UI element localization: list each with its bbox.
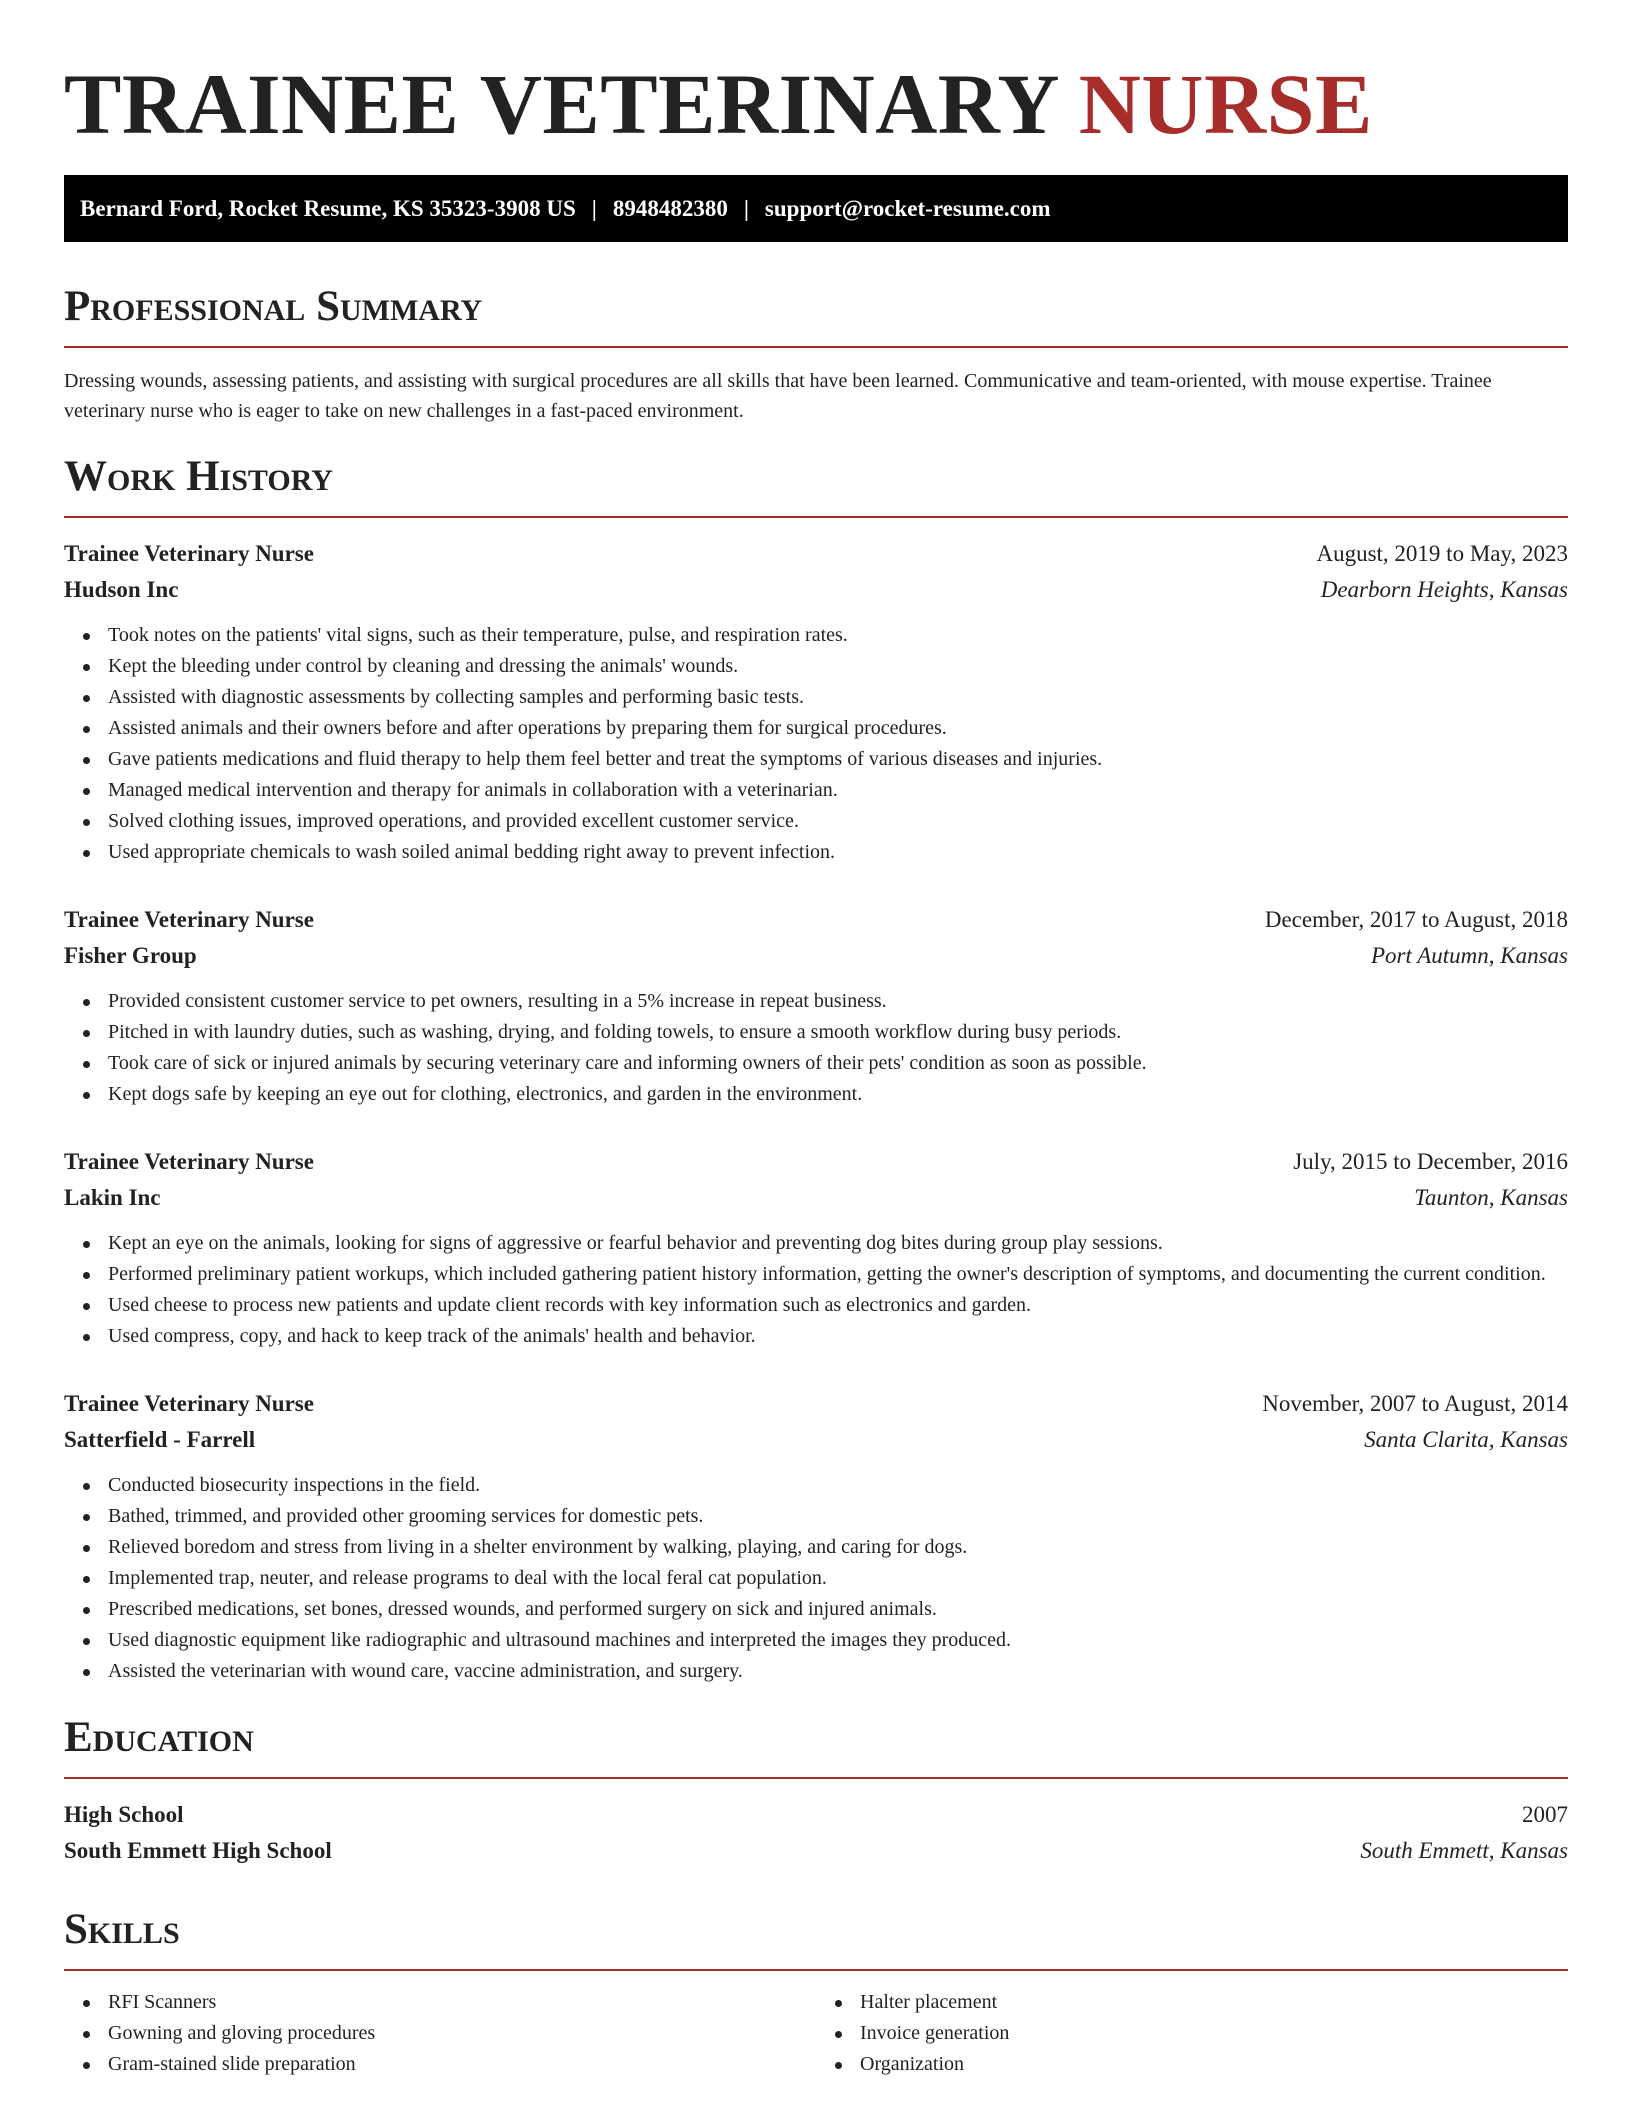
job-bullet: Used cheese to process new patients and update client records with key information such as electronics and garden. (64, 1290, 1568, 1321)
contact-address: Bernard Ford, Rocket Resume, KS 35323-3908 US (80, 195, 576, 221)
job-dates: July, 2015 to December, 2016 (1293, 1149, 1568, 1174)
job-company: Hudson Inc (64, 577, 179, 602)
job-location: Taunton, Kansas (1414, 1185, 1568, 1210)
education-location: South Emmett, Kansas (1360, 1838, 1568, 1863)
job-bullet: Solved clothing issues, improved operations, and provided excellent customer service. (64, 806, 1568, 837)
job-bullets (64, 986, 1568, 1110)
job-company: Lakin Inc (64, 1185, 161, 1210)
job-title: Trainee Veterinary Nurse (64, 907, 314, 932)
summary-text: Dressing wounds, assessing patients, and assisting with surgical procedures are all skills that have been learned. Communicative and team-oriented, with mouse expertise. Trainee veterinary nurse who is eager to take on new challenges in a fast-paced environment. (64, 370, 1492, 422)
section-heading-skills: Skills (64, 1906, 180, 1953)
contact-email: support@rocket-resume.com (764, 195, 1051, 221)
job-bullet: Pitched in with laundry duties, such as washing, drying, and folding towels, to ensure a smooth workflow during busy periods. (64, 1017, 1568, 1048)
skills-list (64, 1987, 1568, 2080)
job-dates: December, 2017 to August, 2018 (1264, 907, 1568, 932)
job-bullet: Kept the bleeding under control by cleaning and dressing the animals' wounds. (64, 651, 1568, 682)
education-school: South Emmett High School (64, 1838, 332, 1863)
summary-section (64, 282, 1568, 426)
work-history-section (64, 452, 1568, 1687)
section-divider (64, 1969, 1568, 1971)
section-divider (64, 1777, 1568, 1779)
job-bullet: Assisted the veterinarian with wound care, vaccine administration, and surgery. (64, 1656, 1568, 1687)
job-bullets (64, 1228, 1568, 1352)
job-bullet: Performed preliminary patient workups, which included gathering patient history information, getting the owner's description of symptoms, and documenting the current condition. (64, 1259, 1568, 1290)
job-location: Santa Clarita, Kansas (1364, 1427, 1568, 1452)
job-title: Trainee Veterinary Nurse (64, 1391, 314, 1416)
job-title: Trainee Veterinary Nurse (64, 541, 314, 566)
job-bullet: Assisted with diagnostic assessments by collecting samples and performing basic tests. (64, 682, 1568, 713)
job-bullet: Provided consistent customer service to pet owners, resulting in a 5% increase in repeat business. (64, 986, 1568, 1017)
section-divider (64, 516, 1568, 518)
section-heading-education: Education (64, 1714, 254, 1761)
skills-column-right (816, 1987, 1568, 2080)
skill-item: Invoice generation (816, 2018, 1568, 2049)
job-entry (64, 1386, 1568, 1687)
title-accent: NURSE (1078, 56, 1373, 152)
job-title: Trainee Veterinary Nurse (64, 1149, 314, 1174)
job-bullet: Kept an eye on the animals, looking for signs of aggressive or fearful behavior and preventing dog bites during group play sessions. (64, 1228, 1568, 1259)
job-bullet: Implemented trap, neuter, and release programs to deal with the local feral cat population. (64, 1563, 1568, 1594)
job-bullet: Prescribed medications, set bones, dressed wounds, and performed surgery on sick and injured animals. (64, 1594, 1568, 1625)
job-bullet: Used diagnostic equipment like radiographic and ultrasound machines and interpreted the images they produced. (64, 1625, 1568, 1656)
skill-item: RFI Scanners (64, 1987, 816, 2018)
job-bullet: Took care of sick or injured animals by securing veterinary care and informing owners of their pets' condition as soon as possible. (64, 1048, 1568, 1079)
job-entry (64, 536, 1568, 868)
contact-separator: | (743, 195, 749, 221)
contact-bar (64, 175, 1568, 242)
job-bullets (64, 620, 1568, 868)
section-heading-work-history: Work History (64, 453, 333, 500)
job-entry (64, 1144, 1568, 1352)
job-bullet: Managed medical intervention and therapy for animals in collaboration with a veterinarian. (64, 775, 1568, 806)
section-heading-summary: Professional Summary (64, 283, 483, 330)
skill-item: Organization (816, 2049, 1568, 2080)
job-bullet: Used compress, copy, and hack to keep track of the animals' health and behavior. (64, 1321, 1568, 1352)
job-dates: August, 2019 to May, 2023 (1316, 541, 1568, 566)
job-location: Dearborn Heights, Kansas (1320, 577, 1568, 602)
skills-section (64, 1905, 1568, 2080)
job-bullet: Assisted animals and their owners before and after operations by preparing them for surgical procedures. (64, 713, 1568, 744)
skill-item: Gowning and gloving procedures (64, 2018, 816, 2049)
job-bullet: Gave patients medications and fluid therapy to help them feel better and treat the symptoms of various diseases and injuries. (64, 744, 1568, 775)
job-bullets (64, 1470, 1568, 1687)
job-company: Fisher Group (64, 943, 197, 968)
skill-item: Gram-stained slide preparation (64, 2049, 816, 2080)
job-bullet: Took notes on the patients' vital signs, such as their temperature, pulse, and respiration rates. (64, 620, 1568, 651)
job-bullet: Bathed, trimmed, and provided other grooming services for domestic pets. (64, 1501, 1568, 1532)
resume-title (64, 0, 1568, 152)
job-bullet: Conducted biosecurity inspections in the field. (64, 1470, 1568, 1501)
skill-item: Halter placement (816, 1987, 1568, 2018)
title-main: TRAINEE VETERINARY (64, 56, 1057, 152)
contact-phone: 8948482380 (612, 195, 728, 221)
job-bullet: Used appropriate chemicals to wash soiled animal bedding right away to prevent infection. (64, 837, 1568, 868)
skills-column-left (64, 1987, 816, 2080)
job-bullet: Relieved boredom and stress from living in a shelter environment by walking, playing, and caring for dogs. (64, 1532, 1568, 1563)
job-dates: November, 2007 to August, 2014 (1262, 1391, 1568, 1416)
education-year: 2007 (1522, 1802, 1568, 1827)
section-divider (64, 346, 1568, 348)
job-location: Port Autumn, Kansas (1370, 943, 1568, 968)
contact-separator: | (591, 195, 597, 221)
education-degree: High School (64, 1802, 184, 1827)
education-section (64, 1713, 1568, 1869)
job-company: Satterfield - Farrell (64, 1427, 256, 1452)
job-bullet: Kept dogs safe by keeping an eye out for clothing, electronics, and garden in the environment. (64, 1079, 1568, 1110)
job-entry (64, 902, 1568, 1110)
